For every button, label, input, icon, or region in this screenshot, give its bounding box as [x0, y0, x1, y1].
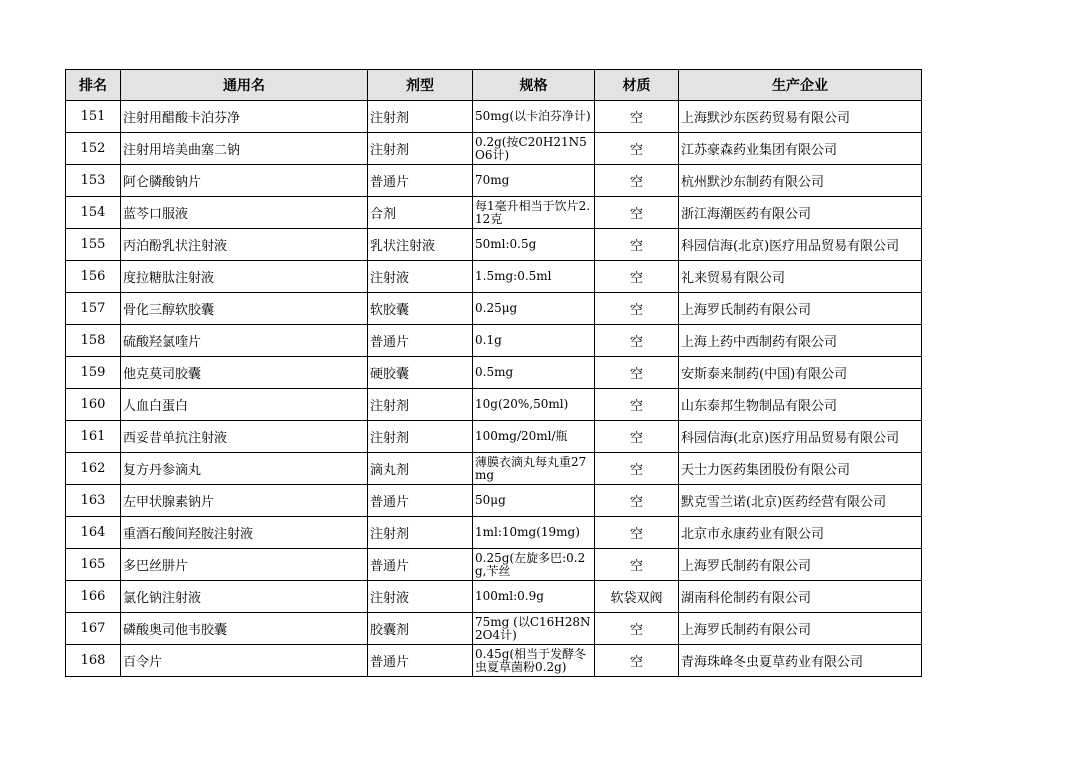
cell-company: 上海罗氏制药有限公司	[679, 613, 922, 645]
cell-material: 空	[595, 517, 679, 549]
cell-form: 普通片	[368, 485, 473, 517]
cell-spec	[473, 581, 595, 613]
cell-spec	[473, 133, 595, 165]
cell-spec	[473, 197, 595, 229]
cell-form: 注射液	[368, 261, 473, 293]
header-name: 通用名	[121, 70, 368, 101]
cell-form: 注射剂	[368, 421, 473, 453]
cell-spec	[473, 357, 595, 389]
cell-spec	[473, 645, 595, 677]
cell-company: 天士力医药集团股份有限公司	[679, 453, 922, 485]
cell-company: 青海珠峰冬虫夏草药业有限公司	[679, 645, 922, 677]
cell-company: 礼来贸易有限公司	[679, 261, 922, 293]
cell-form: 注射剂	[368, 389, 473, 421]
cell-form: 合剂	[368, 197, 473, 229]
cell-spec-text: 0.1g	[475, 334, 502, 347]
header-rank: 排名	[66, 70, 121, 101]
cell-company: 山东泰邦生物制品有限公司	[679, 389, 922, 421]
cell-company: 默克雪兰诺(北京)医药经营有限公司	[679, 485, 922, 517]
table-row	[66, 229, 922, 261]
cell-rank: 153	[66, 165, 121, 197]
cell-spec-text: 每1毫升相当于饮片2.12克	[475, 199, 591, 226]
cell-name: 多巴丝肼片	[121, 549, 368, 581]
cell-name: 复方丹参滴丸	[121, 453, 368, 485]
cell-spec	[473, 549, 595, 581]
cell-company: 浙江海潮医药有限公司	[679, 197, 922, 229]
cell-material: 空	[595, 389, 679, 421]
cell-material: 空	[595, 613, 679, 645]
cell-name: 丙泊酚乳状注射液	[121, 229, 368, 261]
table-row	[66, 133, 922, 165]
cell-spec-text: 50ml:0.5g	[475, 238, 537, 251]
cell-form: 滴丸剂	[368, 453, 473, 485]
cell-spec-text: 0.2g(按C20H21N5O6计)	[475, 135, 587, 162]
table-row	[66, 389, 922, 421]
cell-name: 骨化三醇软胶囊	[121, 293, 368, 325]
cell-company: 杭州默沙东制药有限公司	[679, 165, 922, 197]
cell-material: 空	[595, 645, 679, 677]
cell-spec-text: 0.5mg	[475, 366, 514, 379]
cell-form: 普通片	[368, 325, 473, 357]
cell-rank: 167	[66, 613, 121, 645]
cell-name: 人血白蛋白	[121, 389, 368, 421]
cell-material: 空	[595, 357, 679, 389]
table-body	[66, 101, 922, 677]
table-row	[66, 517, 922, 549]
cell-spec-text: 10g(20%,50ml)	[475, 398, 569, 411]
cell-rank: 168	[66, 645, 121, 677]
table-row	[66, 453, 922, 485]
cell-material: 空	[595, 133, 679, 165]
cell-spec	[473, 453, 595, 485]
cell-material: 空	[595, 165, 679, 197]
cell-spec	[473, 421, 595, 453]
table-row	[66, 645, 922, 677]
cell-form: 乳状注射液	[368, 229, 473, 261]
cell-material: 空	[595, 485, 679, 517]
cell-spec-text: 50μg	[475, 494, 506, 507]
cell-rank: 166	[66, 581, 121, 613]
cell-rank: 165	[66, 549, 121, 581]
cell-form: 注射液	[368, 581, 473, 613]
cell-name: 阿仑膦酸钠片	[121, 165, 368, 197]
cell-spec	[473, 293, 595, 325]
cell-spec-text: 75mg (以C16H28N2O4计)	[475, 615, 591, 642]
cell-spec	[473, 517, 595, 549]
cell-form: 胶囊剂	[368, 613, 473, 645]
cell-material: 空	[595, 453, 679, 485]
cell-rank: 152	[66, 133, 121, 165]
table-row	[66, 613, 922, 645]
cell-rank: 159	[66, 357, 121, 389]
cell-spec	[473, 229, 595, 261]
cell-company: 上海默沙东医药贸易有限公司	[679, 101, 922, 133]
cell-material: 软袋双阀	[595, 581, 679, 613]
cell-rank: 164	[66, 517, 121, 549]
cell-name: 重酒石酸间羟胺注射液	[121, 517, 368, 549]
cell-spec	[473, 325, 595, 357]
cell-spec-text: 0.25g(左旋多巴:0.2g,苄丝	[475, 551, 586, 578]
cell-material: 空	[595, 549, 679, 581]
header-form: 剂型	[368, 70, 473, 101]
cell-rank: 160	[66, 389, 121, 421]
cell-name: 左甲状腺素钠片	[121, 485, 368, 517]
cell-rank: 154	[66, 197, 121, 229]
cell-rank: 157	[66, 293, 121, 325]
cell-form: 普通片	[368, 165, 473, 197]
cell-rank: 162	[66, 453, 121, 485]
cell-spec-text: 100ml:0.9g	[475, 590, 544, 603]
cell-material: 空	[595, 325, 679, 357]
cell-material: 空	[595, 229, 679, 261]
header-spec: 规格	[473, 70, 595, 101]
cell-company: 上海罗氏制药有限公司	[679, 549, 922, 581]
cell-rank: 161	[66, 421, 121, 453]
table-row	[66, 357, 922, 389]
cell-spec-text: 100mg/20ml/瓶	[475, 430, 568, 443]
cell-form: 普通片	[368, 549, 473, 581]
cell-company: 上海上药中西制药有限公司	[679, 325, 922, 357]
cell-spec	[473, 613, 595, 645]
cell-name: 注射用培美曲塞二钠	[121, 133, 368, 165]
table-row	[66, 101, 922, 133]
cell-name: 西妥昔单抗注射液	[121, 421, 368, 453]
cell-material: 空	[595, 293, 679, 325]
cell-name: 氯化钠注射液	[121, 581, 368, 613]
cell-form: 注射剂	[368, 101, 473, 133]
cell-spec	[473, 261, 595, 293]
cell-rank: 151	[66, 101, 121, 133]
cell-company: 科园信海(北京)医疗用品贸易有限公司	[679, 229, 922, 261]
table-row	[66, 261, 922, 293]
cell-company: 湖南科伦制药有限公司	[679, 581, 922, 613]
header-company: 生产企业	[679, 70, 922, 101]
cell-name: 硫酸羟氯喹片	[121, 325, 368, 357]
cell-name: 注射用醋酸卡泊芬净	[121, 101, 368, 133]
cell-spec-text: 70mg	[475, 174, 510, 187]
cell-form: 注射剂	[368, 517, 473, 549]
cell-company: 北京市永康药业有限公司	[679, 517, 922, 549]
header-material: 材质	[595, 70, 679, 101]
table-row	[66, 485, 922, 517]
header-row	[66, 70, 922, 101]
cell-spec-text: 50mg(以卡泊芬净计)	[475, 110, 591, 123]
cell-company: 江苏豪森药业集团有限公司	[679, 133, 922, 165]
cell-spec-text: 0.25μg	[475, 302, 518, 315]
cell-spec-text: 1ml:10mg(19mg)	[475, 526, 580, 539]
cell-form: 硬胶囊	[368, 357, 473, 389]
cell-name: 他克莫司胶囊	[121, 357, 368, 389]
table-row	[66, 421, 922, 453]
cell-spec	[473, 165, 595, 197]
table-row	[66, 197, 922, 229]
table-row	[66, 581, 922, 613]
cell-spec-text: 0.45g(相当于发酵冬虫夏草菌粉0.2g)	[475, 647, 587, 674]
table-row	[66, 549, 922, 581]
table-row	[66, 293, 922, 325]
cell-company: 安斯泰来制药(中国)有限公司	[679, 357, 922, 389]
cell-spec-text: 薄膜衣滴丸每丸重27mg	[475, 455, 587, 482]
table-row	[66, 165, 922, 197]
cell-name: 蓝芩口服液	[121, 197, 368, 229]
cell-name: 磷酸奥司他韦胶囊	[121, 613, 368, 645]
cell-name: 百令片	[121, 645, 368, 677]
table-row	[66, 325, 922, 357]
cell-spec	[473, 101, 595, 133]
cell-name: 度拉糖肽注射液	[121, 261, 368, 293]
cell-rank: 163	[66, 485, 121, 517]
cell-rank: 156	[66, 261, 121, 293]
cell-rank: 155	[66, 229, 121, 261]
drug-ranking-table	[65, 69, 922, 677]
cell-spec	[473, 389, 595, 421]
cell-material: 空	[595, 101, 679, 133]
cell-form: 注射剂	[368, 133, 473, 165]
cell-spec-text: 1.5mg:0.5ml	[475, 270, 552, 283]
cell-material: 空	[595, 421, 679, 453]
cell-company: 上海罗氏制药有限公司	[679, 293, 922, 325]
cell-company: 科园信海(北京)医疗用品贸易有限公司	[679, 421, 922, 453]
cell-form: 普通片	[368, 645, 473, 677]
cell-form: 软胶囊	[368, 293, 473, 325]
cell-spec	[473, 485, 595, 517]
cell-material: 空	[595, 197, 679, 229]
cell-material: 空	[595, 261, 679, 293]
cell-rank: 158	[66, 325, 121, 357]
